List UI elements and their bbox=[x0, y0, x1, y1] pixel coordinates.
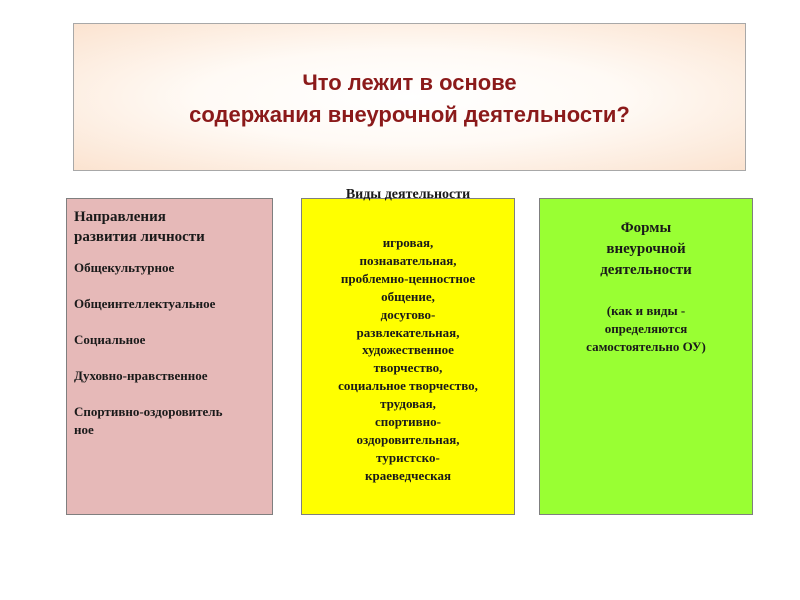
activity-line: трудовая, bbox=[380, 396, 436, 412]
direction-item: Общеинтеллектуальное bbox=[74, 296, 216, 311]
activity-line: познавательная, bbox=[359, 252, 457, 268]
activity-line: спортивно- bbox=[374, 414, 442, 430]
activity-line: игровая, bbox=[382, 235, 434, 250]
direction-item: Спортивно-оздоровительное bbox=[74, 404, 223, 437]
directions-box bbox=[66, 198, 273, 515]
activities-caption-text: Виды деятельности bbox=[345, 187, 471, 202]
directions-heading-line-2: развития личности bbox=[74, 229, 205, 245]
activity-line: развлекательная, bbox=[356, 324, 460, 340]
title-line-2: содержания внеурочной деятельности? bbox=[189, 102, 630, 127]
direction-item: Общекультурное bbox=[74, 260, 175, 275]
forms-heading-line: деятельности bbox=[600, 262, 692, 278]
directions-heading-line-1: Направления bbox=[74, 209, 166, 225]
slide-title bbox=[189, 67, 630, 131]
forms-note-line: самостоятельно ОУ) bbox=[586, 339, 706, 354]
activity-line: художественное bbox=[362, 342, 454, 358]
forms-note bbox=[540, 302, 752, 356]
activity-line: туристско- bbox=[376, 449, 440, 465]
activities-list bbox=[301, 234, 515, 485]
forms-heading bbox=[540, 218, 752, 281]
forms-heading-line: Формы bbox=[620, 220, 672, 236]
activity-line: социальное творчество, bbox=[338, 378, 478, 394]
activity-line: творчество, bbox=[373, 360, 443, 376]
activity-line: общение, bbox=[381, 288, 435, 304]
forms-box bbox=[539, 198, 753, 515]
title-line-1: Что лежит в основе bbox=[302, 70, 517, 95]
activity-line: досугово- bbox=[380, 306, 436, 322]
activity-line: оздоровительная, bbox=[356, 431, 460, 447]
activity-line: проблемно-ценностное bbox=[340, 270, 476, 286]
directions-heading bbox=[74, 207, 266, 247]
title-box bbox=[73, 23, 746, 171]
activity-line: краеведческая bbox=[364, 467, 452, 483]
direction-item: Социальное bbox=[74, 332, 146, 347]
forms-note-line: определяются bbox=[604, 321, 688, 336]
direction-item: Духовно-нравственное bbox=[74, 368, 208, 383]
forms-heading-line: внеурочной bbox=[606, 241, 686, 257]
forms-note-line: (как и виды - bbox=[606, 303, 686, 318]
